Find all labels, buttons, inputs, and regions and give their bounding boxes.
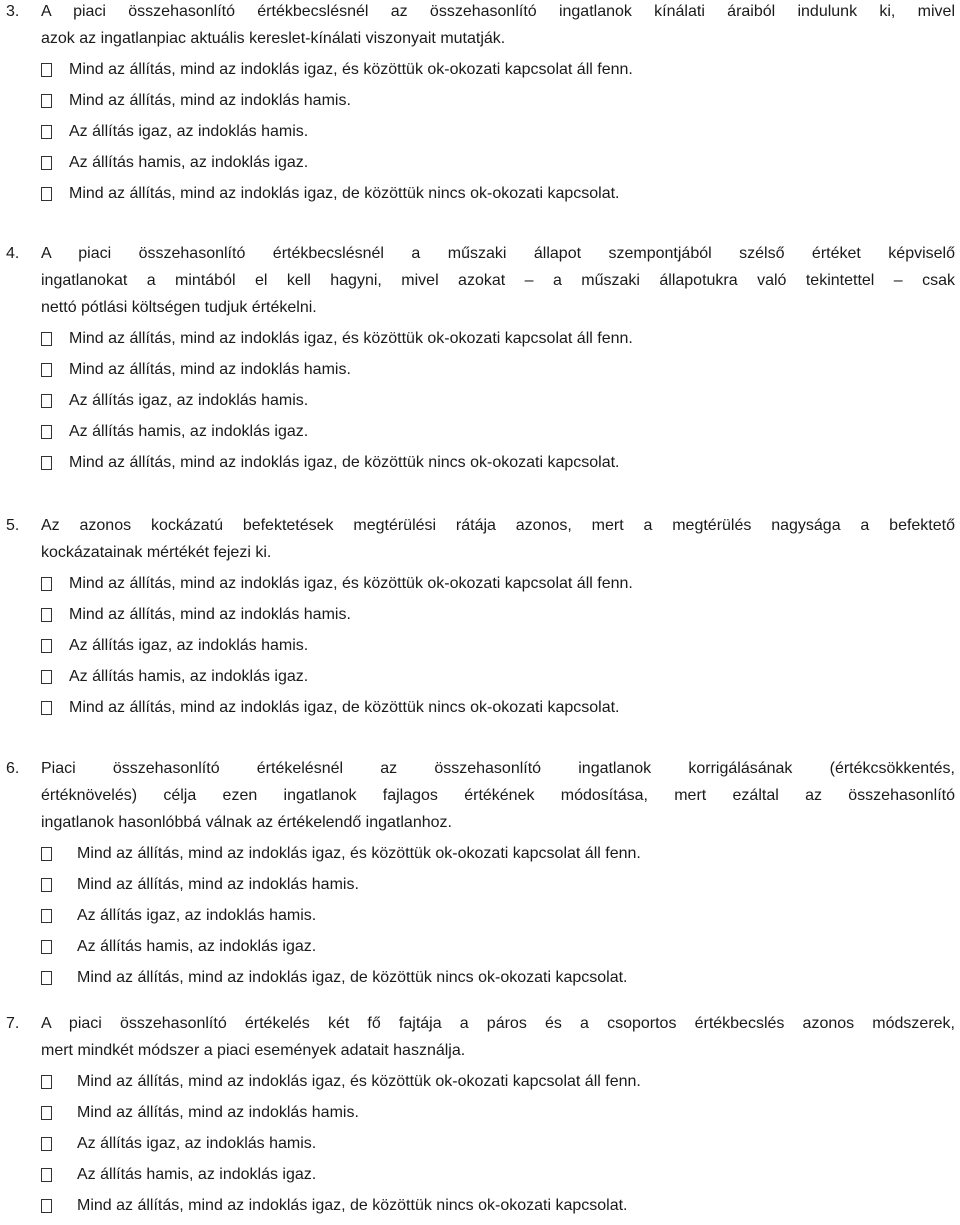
answer-option[interactable]	[41, 900, 960, 931]
statement-line: A piaci összehasonlító értékelés két fő fajtája a páros és a csoportos értékbecslés azonos módszerek,	[41, 1015, 955, 1032]
checkbox[interactable]	[41, 1168, 52, 1182]
statement-line: Piaci összehasonlító értékelésnél az összehasonlító ingatlanok korrigálásának (értékcsökkentés,	[41, 760, 955, 777]
checkbox[interactable]	[41, 363, 52, 377]
question-3	[0, 0, 960, 209]
option-label: Mind az állítás, mind az indoklás igaz, de közöttük nincs ok-okozati kapcsolat.	[69, 453, 620, 471]
statement-line: A piaci összehasonlító értékbecslésnél a műszaki állapot szempontjából szélső értéket képviselő	[41, 245, 955, 262]
question-number: 3.	[6, 3, 20, 20]
option-label: Mind az állítás, mind az indoklás igaz, és közöttük ok-okozati kapcsolat áll fenn.	[77, 1072, 641, 1090]
answer-option[interactable]	[41, 178, 960, 209]
answer-option[interactable]	[41, 661, 960, 692]
statement-line: ingatlanokat a mintából el kell hagyni, mivel azokat – a műszaki állapotukra való tekintettel – csak	[41, 272, 955, 289]
checkbox[interactable]	[41, 670, 52, 684]
statement-line: Az azonos kockázatú befektetések megtérülési rátája azonos, mert a megtérülés nagysága a befektető	[41, 517, 955, 534]
option-label: Mind az állítás, mind az indoklás igaz, és közöttük ok-okozati kapcsolat áll fenn.	[77, 844, 641, 862]
statement-line: A piaci összehasonlító értékbecslésnél az összehasonlító ingatlanok kínálati áraiból indulunk ki, mivel	[41, 3, 955, 20]
option-label: Az állítás igaz, az indoklás hamis.	[69, 122, 309, 140]
question-number: 5.	[6, 517, 20, 534]
answer-option[interactable]	[41, 385, 960, 416]
statement-line: mert mindkét módszer a piaci események adatait használja.	[41, 1042, 466, 1059]
question-4	[0, 240, 960, 478]
checkbox[interactable]	[41, 971, 52, 985]
question-statement	[0, 240, 960, 321]
checkbox[interactable]	[41, 940, 52, 954]
option-label: Az állítás igaz, az indoklás hamis.	[77, 906, 317, 924]
checkbox[interactable]	[41, 1199, 52, 1213]
answer-option[interactable]	[41, 447, 960, 478]
answer-option[interactable]	[41, 323, 960, 354]
question-statement	[0, 512, 960, 566]
answer-option[interactable]	[41, 568, 960, 599]
answer-option[interactable]	[41, 599, 960, 630]
answer-options	[0, 54, 960, 209]
checkbox[interactable]	[41, 847, 52, 861]
checkbox[interactable]	[41, 125, 52, 139]
checkbox[interactable]	[41, 639, 52, 653]
answer-option[interactable]	[41, 1128, 960, 1159]
answer-option[interactable]	[41, 116, 960, 147]
option-label: Mind az állítás, mind az indoklás igaz, és közöttük ok-okozati kapcsolat áll fenn.	[69, 329, 633, 347]
option-label: Az állítás igaz, az indoklás hamis.	[69, 636, 309, 654]
answer-option[interactable]	[41, 1190, 960, 1221]
option-label: Mind az állítás, mind az indoklás igaz, de közöttük nincs ok-okozati kapcsolat.	[77, 1196, 628, 1214]
statement-line: értéknövelés) célja ezen ingatlanok fajlagos értékének módosítása, mert ezáltal az összehasonlító	[41, 787, 955, 804]
checkbox[interactable]	[41, 456, 52, 470]
option-label: Az állítás hamis, az indoklás igaz.	[77, 937, 317, 955]
option-label: Mind az állítás, mind az indoklás igaz, és közöttük ok-okozati kapcsolat áll fenn.	[69, 60, 633, 78]
checkbox[interactable]	[41, 425, 52, 439]
answer-option[interactable]	[41, 931, 960, 962]
answer-option[interactable]	[41, 147, 960, 178]
option-label: Mind az állítás, mind az indoklás igaz, de közöttük nincs ok-okozati kapcsolat.	[69, 184, 620, 202]
option-label: Mind az állítás, mind az indoklás igaz, de közöttük nincs ok-okozati kapcsolat.	[77, 968, 628, 986]
answer-option[interactable]	[41, 416, 960, 447]
statement-line: ingatlanok hasonlóbbá válnak az értékelendő ingatlanhoz.	[41, 814, 452, 831]
statement-line: kockázatainak mértékét fejezi ki.	[41, 544, 272, 561]
answer-options	[0, 568, 960, 723]
option-label: Mind az állítás, mind az indoklás hamis.	[69, 91, 351, 109]
answer-option[interactable]	[41, 1159, 960, 1190]
answer-options	[0, 838, 960, 993]
answer-option[interactable]	[41, 1097, 960, 1128]
answer-option[interactable]	[41, 869, 960, 900]
checkbox[interactable]	[41, 394, 52, 408]
checkbox[interactable]	[41, 1075, 52, 1089]
statement-line: nettó pótlási költségen tudjuk értékelni.	[41, 299, 317, 316]
answer-option[interactable]	[41, 354, 960, 385]
checkbox[interactable]	[41, 94, 52, 108]
option-label: Az állítás igaz, az indoklás hamis.	[69, 391, 309, 409]
checkbox[interactable]	[41, 701, 52, 715]
question-statement	[0, 0, 960, 52]
option-label: Az állítás hamis, az indoklás igaz.	[77, 1165, 317, 1183]
answer-option[interactable]	[41, 54, 960, 85]
checkbox[interactable]	[41, 1137, 52, 1151]
checkbox[interactable]	[41, 332, 52, 346]
option-label: Mind az állítás, mind az indoklás hamis.	[77, 875, 359, 893]
question-statement	[0, 1010, 960, 1064]
answer-option[interactable]	[41, 630, 960, 661]
option-label: Mind az állítás, mind az indoklás hamis.	[69, 360, 351, 378]
checkbox[interactable]	[41, 187, 52, 201]
answer-option[interactable]	[41, 85, 960, 116]
answer-option[interactable]	[41, 692, 960, 723]
answer-option[interactable]	[41, 962, 960, 993]
checkbox[interactable]	[41, 608, 52, 622]
question-number: 4.	[6, 245, 20, 262]
statement-line: azok az ingatlanpiac aktuális kereslet-kínálati viszonyait mutatják.	[41, 30, 506, 47]
checkbox[interactable]	[41, 577, 52, 591]
option-label: Mind az állítás, mind az indoklás hamis.	[69, 605, 351, 623]
answer-options	[0, 323, 960, 478]
checkbox[interactable]	[41, 63, 52, 77]
option-label: Mind az állítás, mind az indoklás igaz, és közöttük ok-okozati kapcsolat áll fenn.	[69, 574, 633, 592]
checkbox[interactable]	[41, 156, 52, 170]
option-label: Az állítás hamis, az indoklás igaz.	[69, 153, 309, 171]
answer-option[interactable]	[41, 1066, 960, 1097]
option-label: Mind az állítás, mind az indoklás hamis.	[77, 1103, 359, 1121]
answer-option[interactable]	[41, 838, 960, 869]
checkbox[interactable]	[41, 1106, 52, 1120]
checkbox[interactable]	[41, 909, 52, 923]
question-statement	[0, 755, 960, 836]
answer-options	[0, 1066, 960, 1221]
question-7	[0, 1010, 960, 1221]
checkbox[interactable]	[41, 878, 52, 892]
option-label: Az állítás hamis, az indoklás igaz.	[69, 667, 309, 685]
question-6	[0, 755, 960, 993]
option-label: Mind az állítás, mind az indoklás igaz, de közöttük nincs ok-okozati kapcsolat.	[69, 698, 620, 716]
question-number: 7.	[6, 1015, 20, 1032]
option-label: Az állítás hamis, az indoklás igaz.	[69, 422, 309, 440]
question-number: 6.	[6, 760, 20, 777]
option-label: Az állítás igaz, az indoklás hamis.	[77, 1134, 317, 1152]
question-5	[0, 512, 960, 723]
